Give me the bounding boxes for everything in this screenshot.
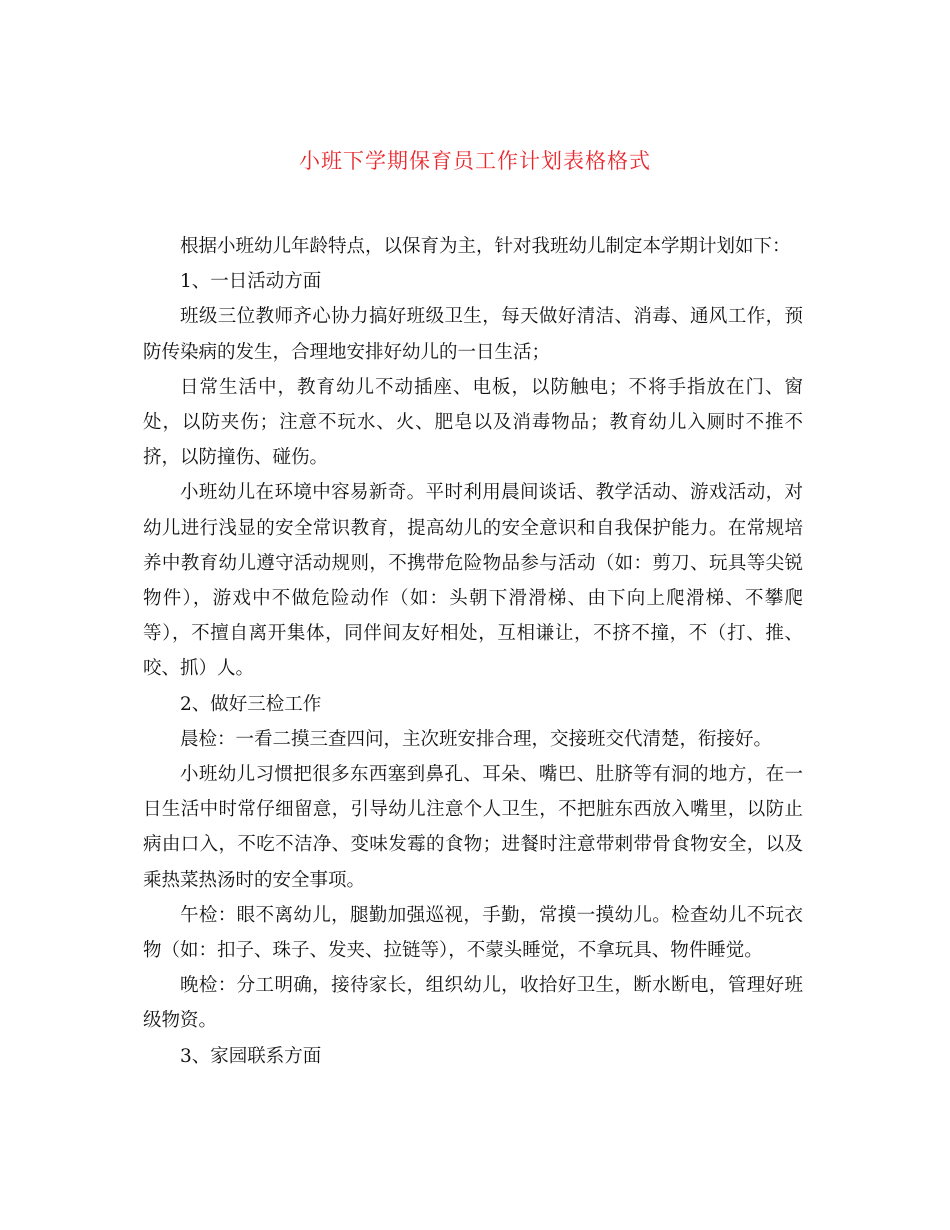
paragraph-hygiene: 班级三位教师齐心协力搞好班级卫生，每天做好清洁、消毒、通风工作，预防传染病的发生，合理地安排好幼儿的一日生活； [143, 306, 803, 363]
section-heading-daily-activities: 1、一日活动方面 [180, 271, 322, 293]
paragraph-intro: 根据小班幼儿年龄特点，以保育为主，针对我班幼儿制定本学期计划如下： [180, 236, 791, 257]
paragraph-evening-check: 晚检：分工明确，接待家长，组织幼儿，收拾好卫生，断水断电，管理好班级物资。 [143, 975, 803, 1032]
paragraph-safety-education: 小班幼儿在环境中容易新奇。平时利用晨间谈话、教学活动、游戏活动，对幼儿进行浅显的安全常识教育，提高幼儿的安全意识和自我保护能力。在常规培养中教育幼儿遵守活动规则，不携带危险物品参与活动（如：剪刀、玩具等尖锐物件），游戏中不做危险动作（如：头朝下滑滑梯、由下向上爬滑梯、不攀爬等），不擅自离开集体，同伴间友好相处，互相谦让，不挤不撞，不（打、推、咬、抓）人。 [143, 482, 803, 680]
paragraph-noon-check: 午检：眼不离幼儿，腿勤加强巡视，手勤，常摸一摸幼儿。检查幼儿不玩衣物（如：扣子、珠子、发夹、拉链等），不蒙头睡觉，不拿玩具、物件睡觉。 [143, 904, 803, 962]
paragraph-daily-safety: 日常生活中，教育幼儿不动插座、电板，以防触电；不将手指放在门、窗处，以防夹伤；注意不玩水、火、肥皂以及消毒物品；教育幼儿入厕时不推不挤，以防撞伤、碰伤。 [143, 376, 803, 469]
paragraph-habits: 小班幼儿习惯把很多东西塞到鼻孔、耳朵、嘴巴、肚脐等有洞的地方，在一日生活中时常仔细留意，引导幼儿注意个人卫生，不把脏东西放入嘴里，以防止病由口入，不吃不洁净、变味发霉的食物；进餐时注意带刺带骨食物安全，以及乘热菜热汤时的安全事项。 [143, 764, 803, 891]
section-heading-three-checks: 2、做好三检工作 [180, 693, 322, 715]
document-body [143, 229, 803, 1074]
paragraph-morning-check: 晨检：一看二摸三查四问，主次班安排合理，交接班交代清楚，衔接好。 [180, 728, 773, 750]
page-title: 小班下学期保育员工作计划表格格式 [299, 149, 651, 173]
section-heading-home-school: 3、家园联系方面 [180, 1045, 322, 1067]
